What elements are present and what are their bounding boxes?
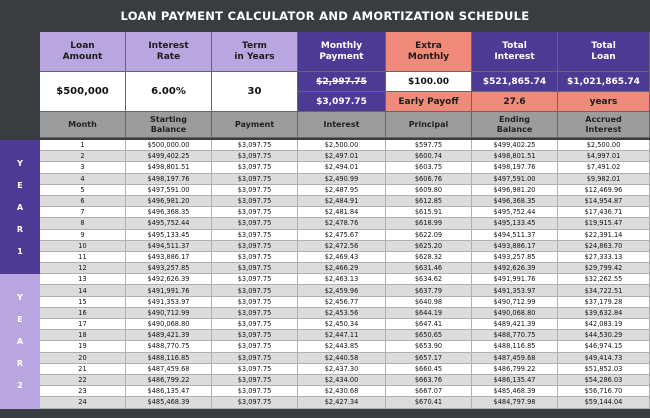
cell-month: 14 [40,285,126,296]
cell-payment: $3,097.75 [212,241,298,252]
cell-interest: $2,500.00 [298,140,386,151]
table-row [40,174,650,185]
cell-payment: $3,097.75 [212,319,298,330]
cell-payment: $3,097.75 [212,230,298,241]
column-header-label: Payment [234,119,275,129]
year-band-letter: R [16,224,24,234]
cell-principal: $609.80 [386,185,472,196]
cell-month: 19 [40,341,126,352]
cell-accrued-interest: $56,716.70 [558,386,650,397]
cell-starting-balance: $493,886.17 [126,252,212,263]
cell-accrued-interest: $49,414.73 [558,353,650,364]
table-row [40,151,650,162]
cell-month: 9 [40,230,126,241]
table-row [40,353,650,364]
table-row [40,140,650,151]
cell-payment: $3,097.75 [212,375,298,386]
cell-principal: $647.41 [386,319,472,330]
cell-interest: $2,440.58 [298,353,386,364]
cell-month: 22 [40,375,126,386]
table-row [40,319,650,330]
cell-payment: $3,097.75 [212,162,298,173]
cell-accrued-interest: $12,469.96 [558,185,650,196]
cell-starting-balance: $491,353.97 [126,297,212,308]
cell-month: 17 [40,319,126,330]
term-input[interactable]: 30 [212,72,298,112]
table-row [40,297,650,308]
cell-starting-balance: $490,712.99 [126,308,212,319]
cell-starting-balance: $498,197.76 [126,174,212,185]
cell-payment: $3,097.75 [212,174,298,185]
extra-monthly-input[interactable]: $100.00 [386,72,471,92]
cell-ending-balance: $493,886.17 [472,241,558,252]
total-loan-header-label: Total Loan [591,41,616,62]
cell-payment: $3,097.75 [212,263,298,274]
cell-starting-balance: $493,257.85 [126,263,212,274]
total-loan-value [558,72,650,112]
total-loan-amount: $1,021,865.74 [558,72,649,92]
year-band-letter: R [16,359,24,369]
loan-amount-header-label: Loan Amount [62,41,103,62]
cell-starting-balance: $485,468.39 [126,397,212,408]
cell-accrued-interest: $39,632.84 [558,308,650,319]
cell-accrued-interest: $44,530.29 [558,330,650,341]
cell-accrued-interest: $59,144.04 [558,397,650,408]
cell-ending-balance: $492,626.39 [472,263,558,274]
cell-starting-balance: $490,068.80 [126,319,212,330]
cell-month: 20 [40,353,126,364]
cell-month: 10 [40,241,126,252]
cell-principal: $603.75 [386,162,472,173]
table-row [40,386,650,397]
cell-month: 2 [40,151,126,162]
cell-principal: $637.79 [386,285,472,296]
extra-monthly-header-label: Extra Monthly [407,41,450,62]
column-header-ending-balance [472,112,558,138]
table-row [40,330,650,341]
column-header-label: Starting Balance [150,115,187,134]
column-header-principal [386,112,472,138]
table-row [40,364,650,375]
cell-month: 23 [40,386,126,397]
cell-principal: $600.74 [386,151,472,162]
column-header-interest [298,112,386,138]
term-header-label: Term in Years [234,41,275,62]
year-band-letter: E [17,180,23,190]
cell-accrued-interest: $37,179.28 [558,297,650,308]
cell-month: 24 [40,397,126,408]
cell-starting-balance: $495,752.44 [126,218,212,229]
cell-accrued-interest: $2,500.00 [558,140,650,151]
column-header-label: Ending Balance [496,115,533,134]
cell-principal: $606.76 [386,174,472,185]
year-band-letter: A [16,202,24,212]
cell-starting-balance: $486,799.22 [126,375,212,386]
cell-month: 5 [40,185,126,196]
cell-ending-balance: $491,991.76 [472,274,558,285]
cell-ending-balance: $489,421.39 [472,319,558,330]
total-loan-header [558,32,650,72]
cell-principal: $625.20 [386,241,472,252]
cell-month: 6 [40,196,126,207]
cell-interest: $2,469.43 [298,252,386,263]
cell-interest: $2,475.67 [298,230,386,241]
table-row [40,241,650,252]
cell-accrued-interest: $42,083.19 [558,319,650,330]
cell-ending-balance: $497,591.00 [472,174,558,185]
cell-month: 11 [40,252,126,263]
table-row [40,252,650,263]
cell-payment: $3,097.75 [212,196,298,207]
early-payoff-value: 27.6 [472,92,557,111]
total-interest-header [472,32,558,72]
cell-payment: $3,097.75 [212,207,298,218]
cell-payment: $3,097.75 [212,218,298,229]
extra-monthly-value [386,72,472,112]
summary-value-row [40,72,650,112]
early-payoff-label: Early Payoff [386,92,471,111]
column-header-starting-balance [126,112,212,138]
cell-interest: $2,484.91 [298,196,386,207]
cell-principal: $622.09 [386,230,472,241]
cell-principal: $612.85 [386,196,472,207]
cell-interest: $2,447.11 [298,330,386,341]
cell-starting-balance: $494,511.37 [126,241,212,252]
table-row [40,218,650,229]
cell-starting-balance: $487,459.68 [126,364,212,375]
year-band-letter: 2 [17,381,23,391]
cell-accrued-interest: $17,436.71 [558,207,650,218]
column-header-payment [212,112,298,138]
total-interest-header-label: Total Interest [494,41,535,62]
cell-principal: $670.41 [386,397,472,408]
cell-payment: $3,097.75 [212,364,298,375]
cell-starting-balance: $495,133.45 [126,230,212,241]
cell-ending-balance: $486,799.22 [472,364,558,375]
cell-starting-balance: $498,801.51 [126,162,212,173]
cell-month: 4 [40,174,126,185]
cell-payment: $3,097.75 [212,330,298,341]
cell-interest: $2,463.13 [298,274,386,285]
cell-payment: $3,097.75 [212,308,298,319]
cell-principal: $631.46 [386,263,472,274]
cell-payment: $3,097.75 [212,151,298,162]
column-header-row [40,112,650,138]
cell-month: 21 [40,364,126,375]
cell-principal: $663.76 [386,375,472,386]
cell-payment: $3,097.75 [212,397,298,408]
table-row [40,341,650,352]
cell-payment: $3,097.75 [212,274,298,285]
interest-rate-input[interactable]: 6.00% [126,72,212,112]
interest-rate-header [126,32,212,72]
cell-principal: $653.90 [386,341,472,352]
year-2-band [0,274,40,408]
cell-accrued-interest: $4,997.01 [558,151,650,162]
cell-starting-balance: $499,402.25 [126,151,212,162]
cell-accrued-interest: $24,863.70 [558,241,650,252]
interest-rate-header-label: Interest Rate [148,41,189,62]
cell-ending-balance: $499,402.25 [472,140,558,151]
cell-interest: $2,450.34 [298,319,386,330]
year-band-letter: A [16,337,24,347]
new-monthly-payment: $3,097.75 [298,92,385,111]
cell-payment: $3,097.75 [212,285,298,296]
cell-ending-balance: $493,257.85 [472,252,558,263]
cell-interest: $2,437.30 [298,364,386,375]
column-header-label: Accrued Interest [585,115,622,134]
cell-ending-balance: $496,981.20 [472,185,558,196]
monthly-payment-header [298,32,386,72]
loan-amount-header [40,32,126,72]
year-band-letter: Y [17,293,23,303]
cell-starting-balance: $500,000.00 [126,140,212,151]
cell-principal: $644.19 [386,308,472,319]
cell-month: 15 [40,297,126,308]
cell-ending-balance: $490,068.80 [472,308,558,319]
year-band-letter: Y [17,158,23,168]
table-row [40,308,650,319]
summary-header-row [40,32,650,72]
cell-starting-balance: $491,991.76 [126,285,212,296]
column-header-accrued-interest [558,112,650,138]
cell-payment: $3,097.75 [212,252,298,263]
cell-starting-balance: $486,135.47 [126,386,212,397]
table-row [40,196,650,207]
cell-accrued-interest: $51,852.03 [558,364,650,375]
cell-ending-balance: $487,459.68 [472,353,558,364]
cell-principal: $640.98 [386,297,472,308]
cell-principal: $634.62 [386,274,472,285]
cell-accrued-interest: $14,954.87 [558,196,650,207]
extra-monthly-header [386,32,472,72]
cell-payment: $3,097.75 [212,297,298,308]
cell-ending-balance: $498,801.51 [472,151,558,162]
cell-principal: $597.75 [386,140,472,151]
table-body [40,140,650,409]
cell-month: 18 [40,330,126,341]
cell-ending-balance: $495,752.44 [472,207,558,218]
cell-ending-balance: $486,135.47 [472,375,558,386]
cell-accrued-interest: $9,982.01 [558,174,650,185]
original-monthly-payment: $2,997.75 [298,72,385,92]
monthly-payment-header-label: Monthly Payment [319,41,364,62]
column-header-label: Principal [408,119,449,129]
cell-month: 8 [40,218,126,229]
cell-principal: $618.99 [386,218,472,229]
cell-interest: $2,430.68 [298,386,386,397]
term-header [212,32,298,72]
cell-month: 12 [40,263,126,274]
cell-principal: $650.65 [386,330,472,341]
cell-interest: $2,478.76 [298,218,386,229]
cell-accrued-interest: $34,722.51 [558,285,650,296]
cell-interest: $2,497.01 [298,151,386,162]
column-header-label: Month [68,119,97,129]
cell-ending-balance: $485,468.39 [472,386,558,397]
cell-ending-balance: $484,797.98 [472,397,558,408]
cell-payment: $3,097.75 [212,140,298,151]
cell-interest: $2,453.56 [298,308,386,319]
cell-accrued-interest: $54,286.03 [558,375,650,386]
cell-principal: $667.07 [386,386,472,397]
table-row [40,285,650,296]
summary-sheet [40,32,650,138]
cell-starting-balance: $496,981.20 [126,196,212,207]
cell-starting-balance: $489,421.39 [126,330,212,341]
cell-accrued-interest: $19,915.47 [558,218,650,229]
year-1-band [0,140,40,274]
total-interest-value [472,72,558,112]
monthly-payment-value [298,72,386,112]
table-row [40,397,650,408]
cell-starting-balance: $496,368.35 [126,207,212,218]
table-row [40,162,650,173]
year-band-letter: E [17,315,23,325]
cell-payment: $3,097.75 [212,386,298,397]
cell-month: 1 [40,140,126,151]
cell-month: 13 [40,274,126,285]
cell-ending-balance: $495,133.45 [472,218,558,229]
cell-ending-balance: $498,197.76 [472,162,558,173]
column-header-month [40,112,126,138]
cell-interest: $2,487.95 [298,185,386,196]
cell-ending-balance: $488,116.85 [472,341,558,352]
cell-month: 3 [40,162,126,173]
cell-month: 7 [40,207,126,218]
cell-interest: $2,456.77 [298,297,386,308]
cell-principal: $657.17 [386,353,472,364]
cell-interest: $2,434.00 [298,375,386,386]
cell-ending-balance: $496,368.35 [472,196,558,207]
cell-accrued-interest: $27,333.13 [558,252,650,263]
column-header-label: Interest [323,119,360,129]
cell-ending-balance: $494,511.37 [472,230,558,241]
cell-interest: $2,494.01 [298,162,386,173]
cell-payment: $3,097.75 [212,185,298,196]
cell-interest: $2,481.84 [298,207,386,218]
table-row [40,375,650,386]
cell-interest: $2,427.34 [298,397,386,408]
cell-accrued-interest: $7,491.02 [558,162,650,173]
cell-principal: $660.45 [386,364,472,375]
cell-month: 16 [40,308,126,319]
cell-accrued-interest: $22,391.14 [558,230,650,241]
table-row [40,230,650,241]
cell-payment: $3,097.75 [212,341,298,352]
table-row [40,263,650,274]
loan-amount-input[interactable]: $500,000 [40,72,126,112]
page-title: LOAN PAYMENT CALCULATOR AND AMORTIZATION SCHEDULE [0,0,650,32]
cell-interest: $2,490.99 [298,174,386,185]
cell-principal: $628.32 [386,252,472,263]
cell-starting-balance: $488,116.85 [126,353,212,364]
cell-interest: $2,443.85 [298,341,386,352]
table-row [40,185,650,196]
cell-accrued-interest: $46,974.15 [558,341,650,352]
cell-payment: $3,097.75 [212,353,298,364]
years-label: years [558,92,649,111]
cell-interest: $2,466.29 [298,263,386,274]
cell-interest: $2,472.56 [298,241,386,252]
cell-accrued-interest: $29,799.42 [558,263,650,274]
cell-starting-balance: $488,770.75 [126,341,212,352]
cell-principal: $615.91 [386,207,472,218]
table-row [40,207,650,218]
cell-ending-balance: $488,770.75 [472,330,558,341]
cell-interest: $2,459.96 [298,285,386,296]
cell-starting-balance: $497,591.00 [126,185,212,196]
table-row [40,274,650,285]
cell-ending-balance: $491,353.97 [472,285,558,296]
total-interest-amount: $521,865.74 [472,72,557,92]
cell-accrued-interest: $32,262.55 [558,274,650,285]
cell-ending-balance: $490,712.99 [472,297,558,308]
cell-starting-balance: $492,626.39 [126,274,212,285]
year-band-letter: 1 [17,246,23,256]
